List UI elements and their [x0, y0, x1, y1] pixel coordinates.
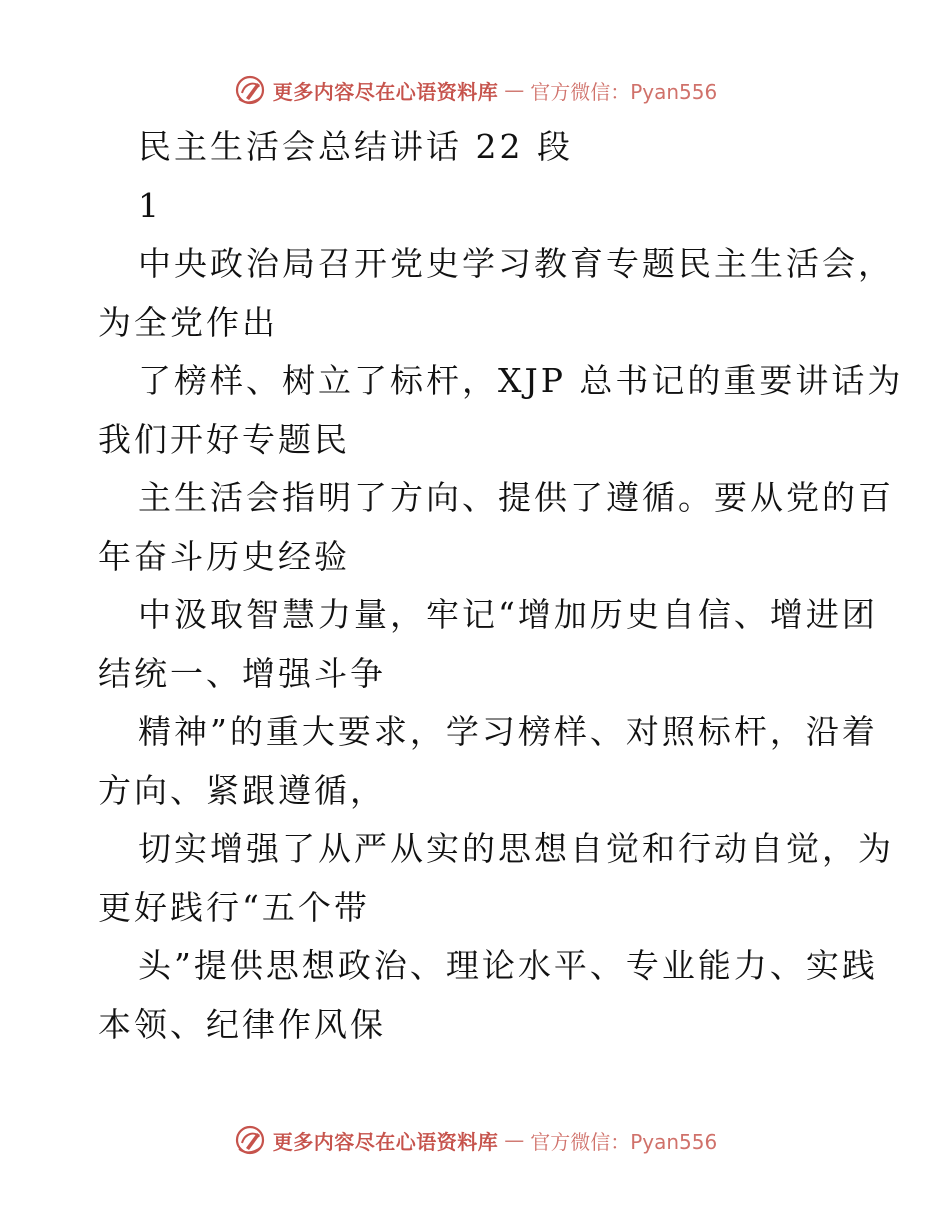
text-line: 精神”的重大要求，学习榜样、对照标杆，沿着 — [138, 712, 878, 751]
text-line: 结统一、增强斗争 — [98, 653, 386, 693]
text-line: 1 — [138, 185, 162, 225]
text-line: 年奋斗历史经验 — [98, 536, 350, 576]
footer-watermark-banner — [0, 1122, 950, 1158]
text-line: 切实增强了从严从实的思想自觉和行动自觉，为 — [138, 829, 894, 868]
banner-dash: — — [504, 1128, 525, 1152]
text-line: 民主生活会总结讲话 22 段 — [138, 127, 573, 166]
text-line: 中汲取智慧力量，牢记“增加历史自信、增进团 — [138, 595, 878, 634]
banner-title: 更多内容尽在心语资料库 — [272, 79, 499, 104]
banner-wechat: 官方微信：Pyan556 — [530, 1129, 718, 1154]
pen-swirl-logo-icon — [233, 1123, 267, 1157]
text-line: 主生活会指明了方向、提供了遵循。要从党的百 — [138, 478, 894, 517]
banner-title: 更多内容尽在心语资料库 — [272, 1129, 499, 1154]
pen-swirl-logo-icon — [233, 73, 267, 107]
text-line: 本领、纪律作风保 — [98, 1004, 386, 1044]
banner-wechat: 官方微信：Pyan556 — [530, 79, 718, 104]
text-line: 更好践行“五个带 — [98, 887, 370, 927]
text-line: 了榜样、树立了标杆，XJP 总书记的重要讲话为 — [138, 361, 904, 400]
text-line: 中央政治局召开党史学习教育专题民主生活会， — [138, 244, 894, 283]
text-line: 为全党作出 — [98, 302, 278, 342]
header-watermark-banner — [0, 72, 950, 108]
text-line: 我们开好专题民 — [98, 419, 350, 459]
text-line: 头”提供思想政治、理论水平、专业能力、实践 — [138, 946, 878, 985]
document-body — [98, 118, 904, 1054]
text-line: 方向、紧跟遵循， — [98, 770, 386, 810]
banner-dash: — — [504, 78, 525, 102]
